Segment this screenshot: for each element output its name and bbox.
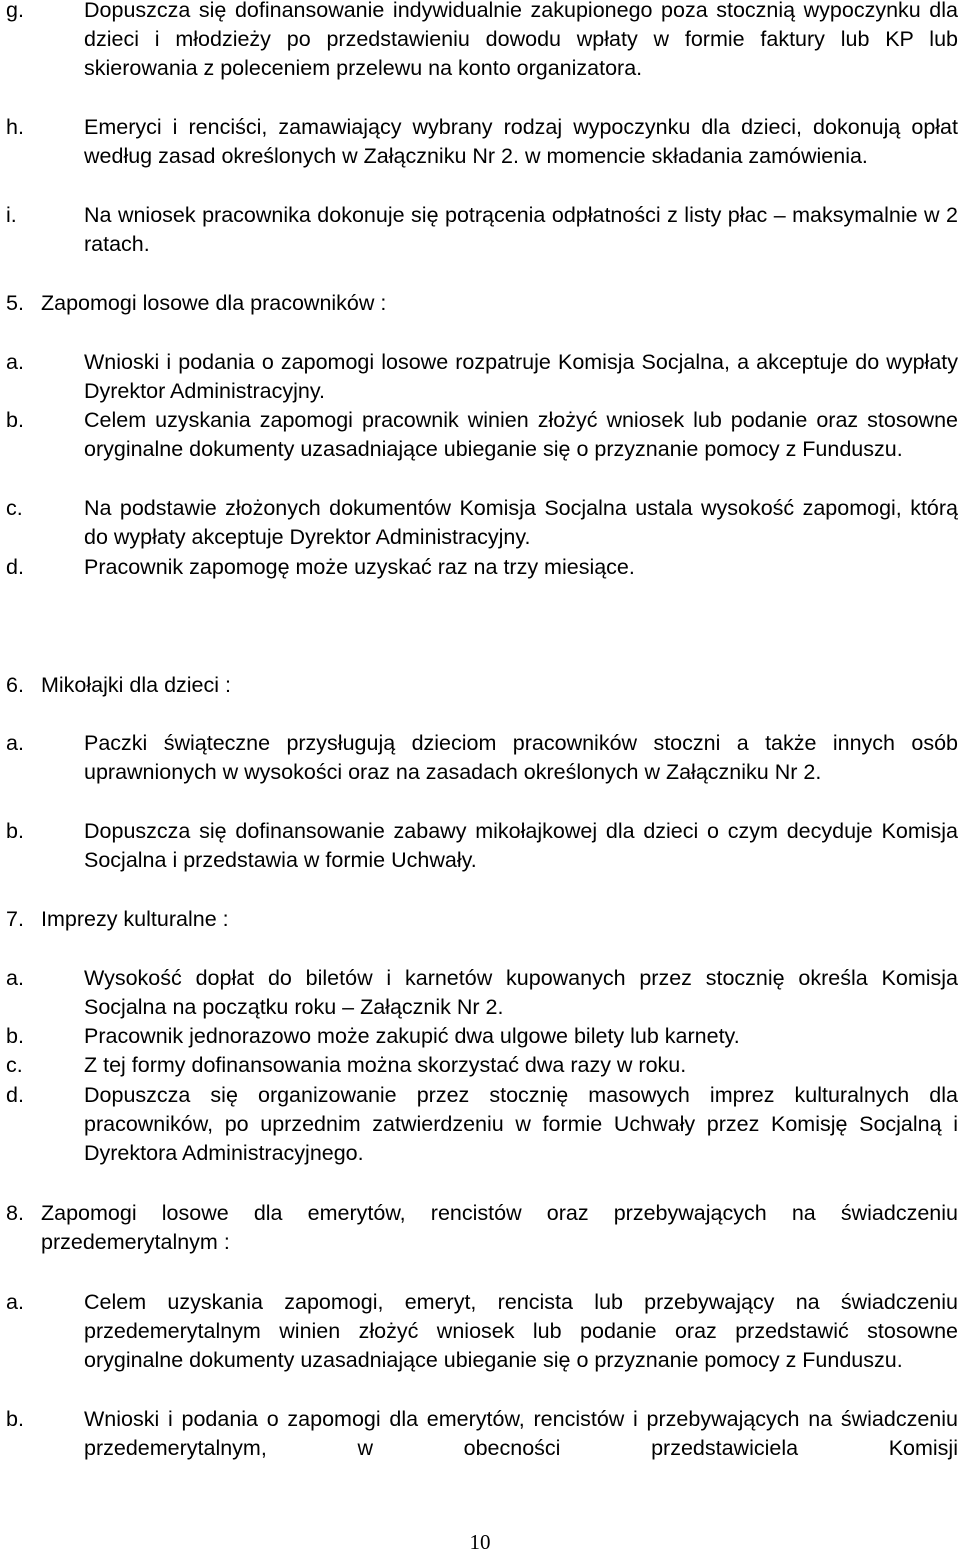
item-text: Dopuszcza się dofinansowanie zabawy mikołajkowej dla dzieci o czym decyduje Komisja Socjalna i przedstawia w formie Uchwały.: [84, 819, 958, 873]
list-item-h: [6, 113, 958, 171]
item-marker: b.: [6, 1024, 24, 1048]
item-marker: a.: [6, 731, 24, 755]
section-title: Mikołajki dla dzieci :: [41, 673, 231, 697]
section-number: 5.: [6, 291, 24, 315]
item-text: Z tej formy dofinansowania można skorzystać dwa razy w roku.: [84, 1053, 687, 1077]
item-text: Na wniosek pracownika dokonuje się potrącenia odpłatności z listy płac – maksymalnie w 2 ratach.: [84, 203, 958, 257]
item-marker: a.: [6, 1290, 24, 1314]
list-item-b: [6, 817, 958, 875]
list-item-a: [6, 729, 958, 787]
item-marker: d.: [6, 555, 24, 579]
list-item-i: [6, 201, 958, 259]
item-marker: b.: [6, 819, 24, 843]
item-marker: a.: [6, 966, 24, 990]
item-text: Wnioski i podania o zapomogi dla emerytów, rencistów i przebywających na świadczeniu przedemerytalnym, w obecności przedstawiciela Komisji: [84, 1407, 958, 1461]
item-marker: b.: [6, 408, 24, 432]
item-text: Celem uzyskania zapomogi pracownik winien złożyć wniosek lub podanie oraz stosowne oryginalne dokumenty uzasadniające ubieganie się o przyznanie pomocy z Funduszu.: [84, 408, 958, 462]
item-text: Wnioski i podania o zapomogi losowe rozpatruje Komisja Socjalna, a akceptuje do wypłaty Dyrektor Administracyjny.: [84, 350, 958, 404]
section-heading-5: [6, 289, 958, 318]
list-item-c: [6, 1051, 958, 1080]
item-marker: i.: [6, 203, 17, 227]
item-text: Emeryci i renciści, zamawiający wybrany rodzaj wypoczynku dla dzieci, dokonują opłat według zasad określonych w Załączniku Nr 2. w momencie składania zamówienia.: [84, 115, 958, 169]
list-item-g: [6, 0, 958, 84]
item-text: Paczki świąteczne przysługują dzieciom pracowników stoczni a także innych osób uprawnionych w wysokości oraz na zasadach określonych w Załączniku Nr 2.: [84, 731, 958, 785]
list-item-b: [6, 1405, 958, 1463]
section-title: Imprezy kulturalne :: [41, 907, 229, 931]
section-heading-6: [6, 671, 958, 700]
section-title: Zapomogi losowe dla emerytów, rencistów oraz przebywających na świadczeniu przedemerytalnym :: [41, 1201, 958, 1255]
item-marker: c.: [6, 1053, 23, 1077]
item-marker: a.: [6, 350, 24, 374]
item-text: Dopuszcza się dofinansowanie indywidualnie zakupionego poza stocznią wypoczynku dla dzieci i młodzieży po przedstawieniu dowodu wpłaty w formie faktury lub KP lub skierowania z poleceniem przelewu na konto organizatora.: [84, 0, 958, 81]
item-text: Wysokość dopłat do biletów i karnetów kupowanych przez stocznię określa Komisja Socjalna na początku roku – Załącznik Nr 2.: [84, 966, 958, 1020]
item-marker: b.: [6, 1407, 24, 1431]
list-item-a: [6, 348, 958, 406]
item-marker: h.: [6, 115, 24, 139]
list-item-d: [6, 553, 958, 582]
item-text: Dopuszcza się organizowanie przez stocznię masowych imprez kulturalnych dla pracowników, po uprzednim zatwierdzeniu w formie Uchwały przez Komisję Socjalną i Dyrektora Administracyjnego.: [84, 1083, 958, 1166]
item-marker: c.: [6, 496, 23, 520]
item-text: Celem uzyskania zapomogi, emeryt, rencista lub przebywający na świadczeniu przedemerytalnym winien złożyć wniosek lub podanie oraz przedstawić stosowne oryginalne dokumenty uzasadniające ubieganie się o przyznanie pomocy z Funduszu.: [84, 1290, 958, 1373]
item-marker: d.: [6, 1083, 24, 1107]
item-text: Pracownik zapomogę może uzyskać raz na trzy miesiące.: [84, 555, 635, 579]
item-text: Na podstawie złożonych dokumentów Komisja Socjalna ustala wysokość zapomogi, którą do wypłaty akceptuje Dyrektor Administracyjny.: [84, 496, 958, 550]
list-item-b: [6, 406, 958, 464]
list-item-b: [6, 1022, 958, 1051]
item-text: Pracownik jednorazowo może zakupić dwa ulgowe bilety lub karnety.: [84, 1024, 740, 1048]
list-item-d: [6, 1081, 958, 1169]
section-heading-8: [6, 1199, 958, 1257]
section-number: 6.: [6, 673, 24, 697]
list-item-a: [6, 964, 958, 1022]
section-heading-7: [6, 905, 958, 934]
item-marker: g.: [6, 0, 24, 22]
page-number: 10: [469, 1530, 491, 1554]
section-number: 8.: [6, 1201, 24, 1225]
list-item-c: [6, 494, 958, 552]
section-number: 7.: [6, 907, 24, 931]
list-item-a: [6, 1288, 958, 1376]
section-title: Zapomogi losowe dla pracowników :: [41, 291, 387, 315]
